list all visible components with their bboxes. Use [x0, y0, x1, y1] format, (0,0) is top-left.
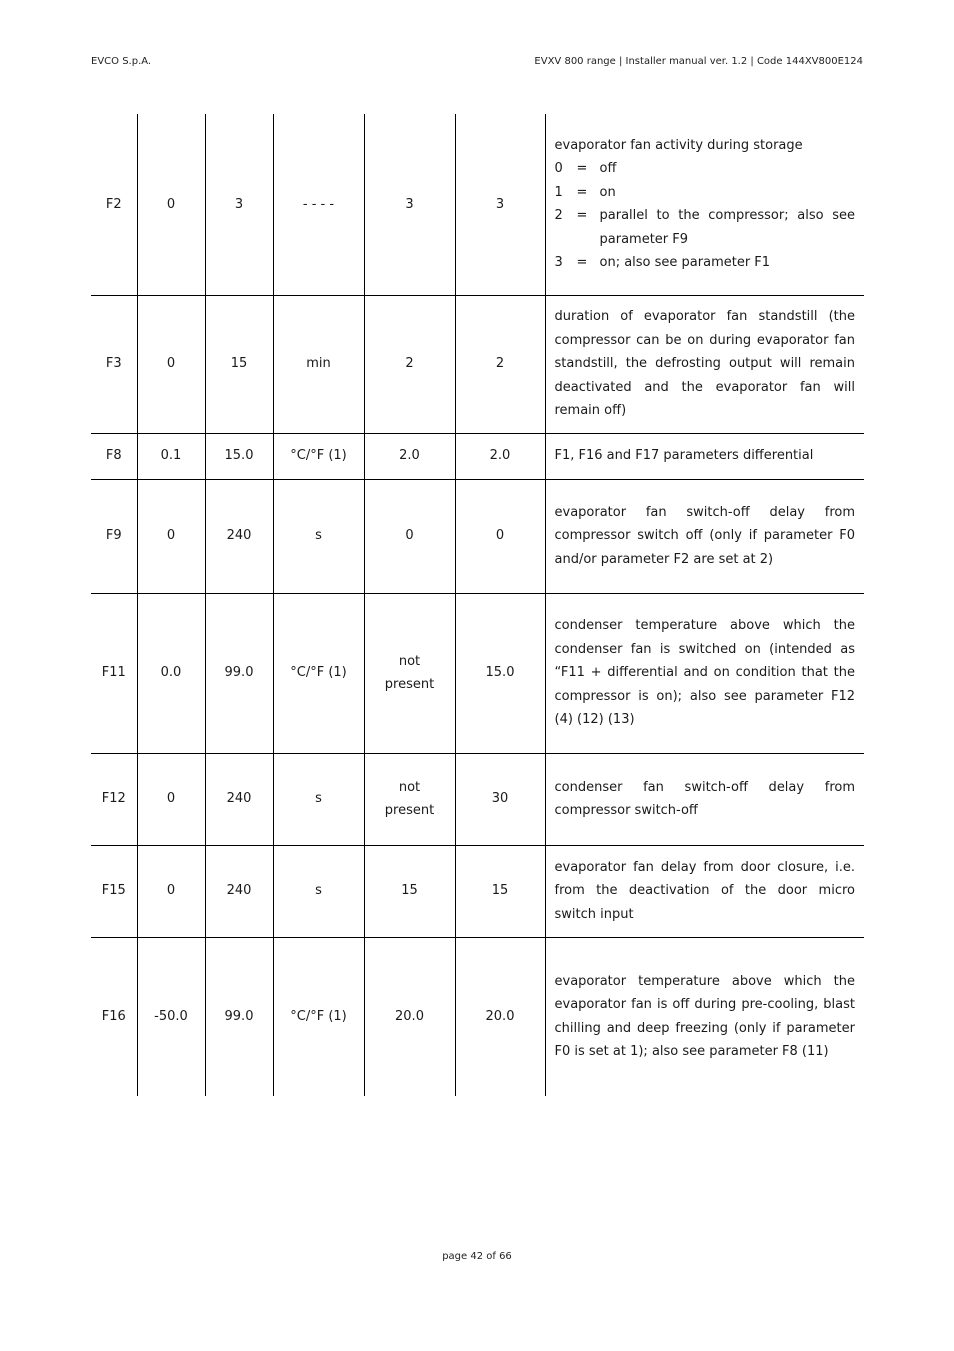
param-default-2: 3 [455, 114, 545, 295]
param-default-1: 15 [364, 845, 455, 937]
header-company: EVCO S.p.A. [91, 56, 152, 67]
param-description: evaporator fan delay from door closure, i.e. from the deactivation of the door micro switch input [545, 845, 864, 937]
param-max: 3 [205, 114, 273, 295]
param-default-1: 2.0 [364, 433, 455, 479]
option-text: off [599, 161, 617, 177]
param-default-1: not present [364, 593, 455, 753]
option-line [555, 181, 856, 204]
option-value: 1 [554, 184, 563, 200]
option-text: on; also see parameter F1 [599, 255, 771, 271]
param-code: F16 [91, 937, 137, 1096]
header-document-title: EVXV 800 range | Installer manual ver. 1.2 | Code 144XV800E124 [534, 56, 863, 67]
description-text: evaporator fan activity during storage [554, 138, 803, 154]
param-unit: s [273, 845, 364, 937]
param-unit: - - - - [273, 114, 364, 295]
param-default-1: 0 [364, 479, 455, 593]
option-text: on [599, 184, 616, 200]
param-default-2: 15 [455, 845, 545, 937]
param-max: 240 [205, 479, 273, 593]
param-default-1: 3 [364, 114, 455, 295]
param-min: -50.0 [137, 937, 205, 1096]
param-description [545, 114, 864, 295]
option-equals: = [576, 184, 588, 200]
param-code: F15 [91, 845, 137, 937]
param-description: duration of evaporator fan standstill (the compressor can be on during evaporator fan standstill, the defrosting output will remain deactivated and the evaporator fan will remain off) [545, 295, 864, 433]
param-code: F2 [91, 114, 137, 295]
parameters-table [91, 114, 864, 1096]
param-default-2: 0 [455, 479, 545, 593]
param-unit: °C/°F (1) [273, 593, 364, 753]
param-min: 0 [137, 845, 205, 937]
table-row [91, 295, 864, 433]
option-value: 0 [554, 161, 563, 177]
param-code: F9 [91, 479, 137, 593]
page-number: page 42 of 66 [442, 1251, 512, 1262]
option-line [555, 157, 856, 180]
option-value: 3 [554, 255, 563, 271]
param-default-2: 15.0 [455, 593, 545, 753]
table-row [91, 845, 864, 937]
option-line [555, 204, 856, 251]
param-description: condenser fan switch-off delay from compressor switch-off [545, 753, 864, 845]
param-unit: s [273, 753, 364, 845]
param-unit: °C/°F (1) [273, 433, 364, 479]
param-default-2: 30 [455, 753, 545, 845]
param-unit: °C/°F (1) [273, 937, 364, 1096]
param-max: 15 [205, 295, 273, 433]
param-description: evaporator fan switch-off delay from compressor switch off (only if parameter F0 and/or parameter F2 are set at 2) [545, 479, 864, 593]
option-value: 2 [554, 208, 563, 224]
param-min: 0 [137, 295, 205, 433]
param-default-2: 2 [455, 295, 545, 433]
param-max: 99.0 [205, 937, 273, 1096]
param-default-2: 2.0 [455, 433, 545, 479]
table-row [91, 937, 864, 1096]
option-equals: = [576, 161, 588, 177]
table-row [91, 433, 864, 479]
table-row [91, 593, 864, 753]
option-line [555, 251, 856, 274]
param-code: F12 [91, 753, 137, 845]
param-description: F1, F16 and F17 parameters differential [545, 433, 864, 479]
option-text: parallel to the compressor; also see parameter F9 [599, 208, 855, 247]
param-code: F3 [91, 295, 137, 433]
param-max: 15.0 [205, 433, 273, 479]
param-min: 0 [137, 479, 205, 593]
param-max: 240 [205, 845, 273, 937]
param-default-1: 2 [364, 295, 455, 433]
param-default-2: 20.0 [455, 937, 545, 1096]
option-equals: = [576, 208, 588, 224]
param-min: 0 [137, 114, 205, 295]
param-min: 0.0 [137, 593, 205, 753]
param-code: F11 [91, 593, 137, 753]
param-max: 240 [205, 753, 273, 845]
param-description: condenser temperature above which the condenser fan is switched on (intended as “F11 + differential and on condition that the compressor is on); also see parameter F12 (4) (12) (13) [545, 593, 864, 753]
param-unit: s [273, 479, 364, 593]
table-row [91, 114, 864, 295]
param-max: 99.0 [205, 593, 273, 753]
param-default-1: 20.0 [364, 937, 455, 1096]
table-row [91, 479, 864, 593]
option-equals: = [576, 255, 588, 271]
param-unit: min [273, 295, 364, 433]
param-min: 0.1 [137, 433, 205, 479]
param-min: 0 [137, 753, 205, 845]
param-code: F8 [91, 433, 137, 479]
table-row [91, 753, 864, 845]
param-default-1: not present [364, 753, 455, 845]
param-description: evaporator temperature above which the evaporator fan is off during pre-cooling, blast chilling and deep freezing (only if parameter F0 is set at 1); also see parameter F8 (11) [545, 937, 864, 1096]
